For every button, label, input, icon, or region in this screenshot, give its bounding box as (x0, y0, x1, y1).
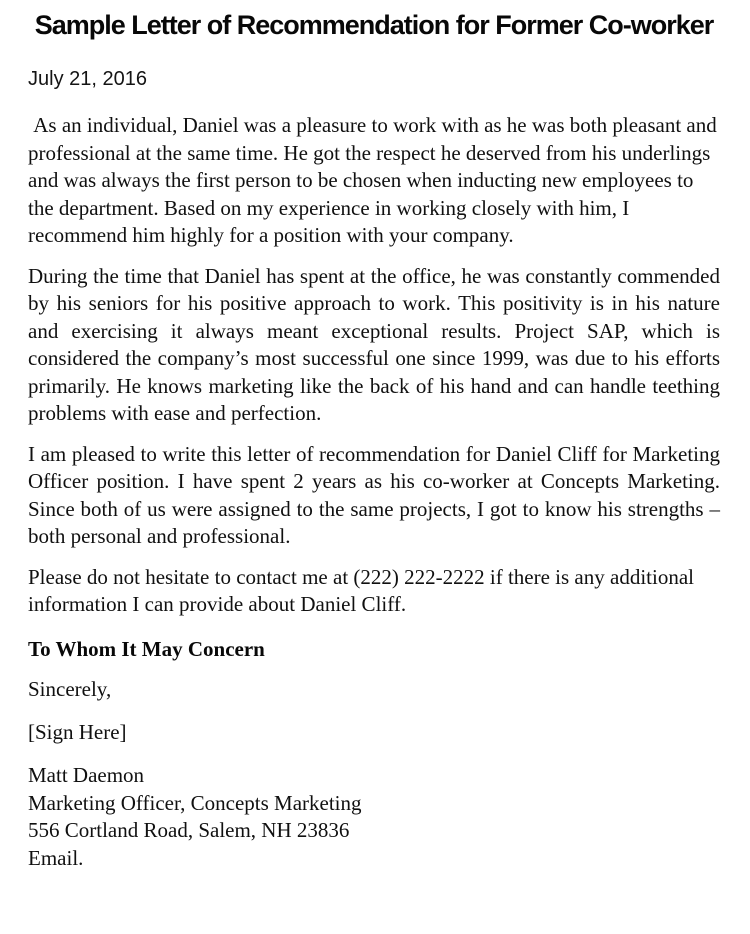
body-paragraph-3: I am pleased to write this letter of recommendation for Daniel Cliff for Marketing Officer position. I have spent 2 years as his co-worker at Concepts Marketing. Since both of us were assigned to the same projects, I got to know his strengths – both personal and professional. (28, 441, 720, 548)
body-paragraph-2: During the time that Daniel has spent at the office, he was constantly commended by his seniors for his positive approach to work. This positivity is in his nature and exercising it always meant exceptional results. Project SAP, which is considered the company’s most successful one since 1999, was due to his efforts primarily. He knows marketing like the back of his hand and can handle teething problems with ease and perfection. (28, 263, 720, 425)
salutation-heading: To Whom It May Concern (28, 636, 265, 661)
closing-text: Sincerely, (28, 677, 112, 701)
letter-title: Sample Letter of Recommendation for Former Co-worker (34, 10, 714, 40)
letter-date: July 21, 2016 (28, 68, 147, 90)
body-paragraph-4: Please do not hesitate to contact me at (222) 222-2222 if there is any additional information I can provide about Daniel Cliff. (28, 564, 694, 616)
signature-placeholder: [Sign Here] (28, 719, 127, 744)
body-paragraph-1: As an individual, Daniel was a pleasure to work with as he was both pleasant and professional at the same time. He got the respect he deserved from his underlings and was always the first person to be chosen when inducting new employees to the department. Based on my experience in working closely with him, I recommend him highly for a position with your company. (28, 113, 717, 247)
signature-role: Marketing Officer, Concepts Marketing (28, 790, 362, 815)
signature-block (28, 762, 720, 872)
signature-name: Matt Daemon (28, 763, 145, 787)
signature-address: 556 Cortland Road, Salem, NH 23836 (28, 818, 350, 842)
signature-email: Email. (28, 845, 84, 870)
